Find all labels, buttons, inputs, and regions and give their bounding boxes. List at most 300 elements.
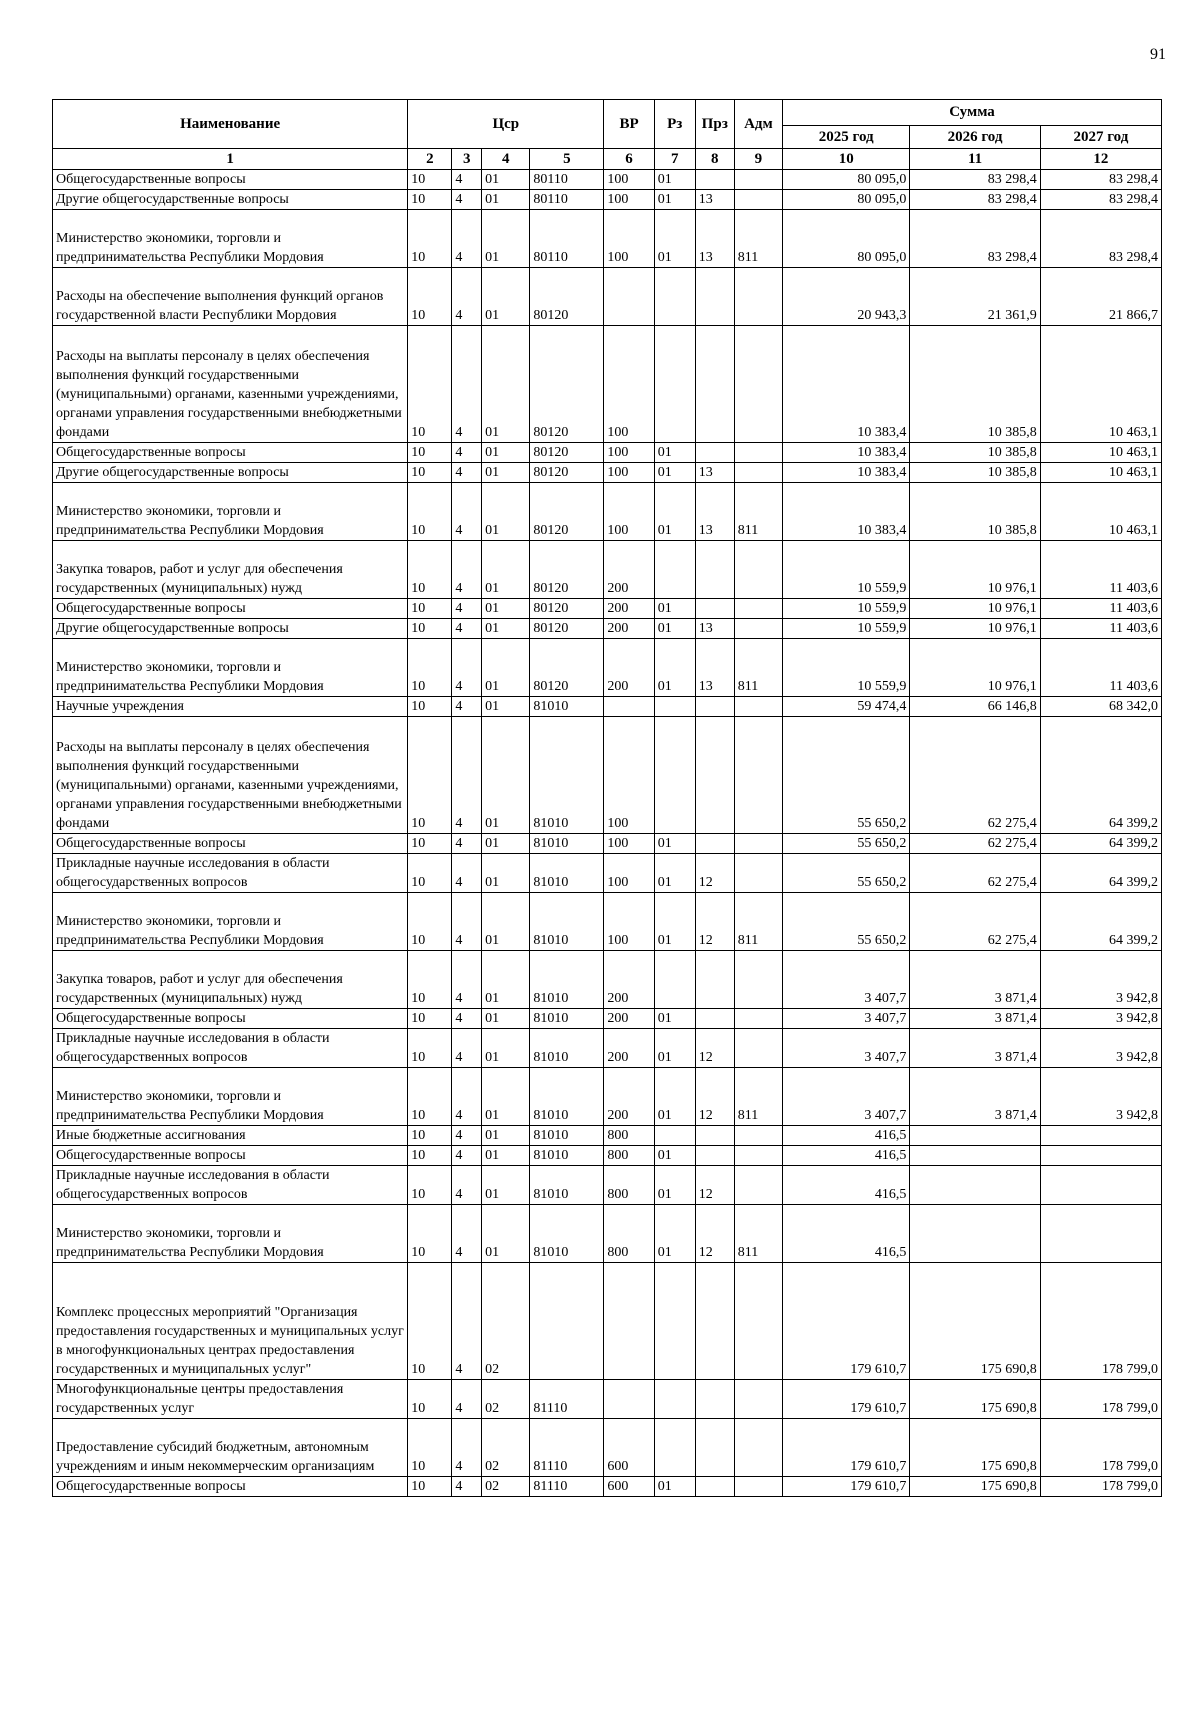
csr-part-3: 01 [482, 541, 530, 599]
amount-2026: 3 871,4 [910, 1009, 1040, 1029]
vr-code: 100 [604, 893, 654, 951]
amount-2026: 175 690,8 [910, 1263, 1040, 1380]
vr-code: 200 [604, 541, 654, 599]
csr-part-2: 4 [452, 1166, 482, 1205]
amount-2025: 179 610,7 [783, 1477, 910, 1497]
amount-2025: 416,5 [783, 1146, 910, 1166]
prz-code [695, 1009, 734, 1029]
csr-part-4: 81010 [530, 717, 604, 834]
amount-2026: 10 976,1 [910, 639, 1040, 697]
col-number: 3 [452, 149, 482, 170]
adm-code [734, 190, 782, 210]
table-row [53, 1126, 1162, 1146]
rz-code [654, 1419, 695, 1477]
prz-code [695, 697, 734, 717]
rz-code: 01 [654, 190, 695, 210]
csr-part-2: 4 [452, 697, 482, 717]
header-year-2027: 2027 год [1040, 126, 1161, 149]
row-name: Министерство экономики, торговли и предпринимательства Республики Мордовия [53, 483, 408, 541]
csr-part-4: 80120 [530, 326, 604, 443]
prz-code: 12 [695, 854, 734, 893]
amount-2026 [910, 1166, 1040, 1205]
amount-2027: 10 463,1 [1040, 326, 1161, 443]
row-name: Общегосударственные вопросы [53, 1477, 408, 1497]
prz-code [695, 834, 734, 854]
csr-part-1: 10 [408, 170, 452, 190]
amount-2026: 21 361,9 [910, 268, 1040, 326]
row-name: Общегосударственные вопросы [53, 443, 408, 463]
table-row [53, 1166, 1162, 1205]
rz-code [654, 1263, 695, 1380]
csr-part-4: 80110 [530, 210, 604, 268]
adm-code [734, 326, 782, 443]
amount-2025: 80 095,0 [783, 190, 910, 210]
row-name: Расходы на обеспечение выполнения функций органов государственной власти Республики Мордовия [53, 268, 408, 326]
header-prz: Прз [695, 100, 734, 149]
csr-part-3: 01 [482, 268, 530, 326]
table-row [53, 1029, 1162, 1068]
adm-code [734, 268, 782, 326]
amount-2026: 62 275,4 [910, 717, 1040, 834]
row-name: Министерство экономики, торговли и предпринимательства Республики Мордовия [53, 1068, 408, 1126]
csr-part-3: 01 [482, 951, 530, 1009]
amount-2027 [1040, 1126, 1161, 1146]
prz-code [695, 170, 734, 190]
amount-2027: 3 942,8 [1040, 951, 1161, 1009]
vr-code [604, 697, 654, 717]
amount-2026: 3 871,4 [910, 951, 1040, 1009]
amount-2025: 80 095,0 [783, 210, 910, 268]
csr-part-2: 4 [452, 1263, 482, 1380]
csr-part-2: 4 [452, 268, 482, 326]
amount-2025: 10 383,4 [783, 326, 910, 443]
csr-part-4: 80120 [530, 483, 604, 541]
amount-2027: 11 403,6 [1040, 599, 1161, 619]
amount-2025: 20 943,3 [783, 268, 910, 326]
amount-2025: 3 407,7 [783, 1029, 910, 1068]
col-number: 2 [408, 149, 452, 170]
rz-code: 01 [654, 463, 695, 483]
csr-part-2: 4 [452, 483, 482, 541]
row-name: Иные бюджетные ассигнования [53, 1126, 408, 1146]
amount-2025: 3 407,7 [783, 951, 910, 1009]
amount-2025: 55 650,2 [783, 893, 910, 951]
csr-part-3: 01 [482, 1146, 530, 1166]
adm-code [734, 1477, 782, 1497]
table-row [53, 951, 1162, 1009]
rz-code: 01 [654, 1029, 695, 1068]
amount-2027: 10 463,1 [1040, 483, 1161, 541]
csr-part-2: 4 [452, 210, 482, 268]
amount-2025: 10 559,9 [783, 639, 910, 697]
amount-2026: 83 298,4 [910, 170, 1040, 190]
adm-code [734, 1166, 782, 1205]
csr-part-1: 10 [408, 1263, 452, 1380]
csr-part-1: 10 [408, 1477, 452, 1497]
csr-part-4: 81010 [530, 951, 604, 1009]
rz-code: 01 [654, 1009, 695, 1029]
csr-part-4: 80110 [530, 170, 604, 190]
vr-code: 600 [604, 1419, 654, 1477]
prz-code [695, 326, 734, 443]
prz-code: 13 [695, 639, 734, 697]
row-name: Комплекс процессных мероприятий "Организация предоставления государственных и муниципальных услуг в многофункциональных центрах предоставления государственных и муниципальных услуг" [53, 1263, 408, 1380]
row-name: Общегосударственные вопросы [53, 170, 408, 190]
csr-part-4: 80110 [530, 190, 604, 210]
adm-code [734, 1380, 782, 1419]
row-name: Общегосударственные вопросы [53, 1009, 408, 1029]
amount-2026 [910, 1126, 1040, 1146]
csr-part-2: 4 [452, 599, 482, 619]
adm-code [734, 1009, 782, 1029]
page-number: 91 [1150, 46, 1166, 63]
prz-code: 13 [695, 190, 734, 210]
rz-code: 01 [654, 619, 695, 639]
amount-2025: 179 610,7 [783, 1263, 910, 1380]
amount-2025: 55 650,2 [783, 834, 910, 854]
prz-code [695, 1419, 734, 1477]
csr-part-2: 4 [452, 443, 482, 463]
amount-2026 [910, 1146, 1040, 1166]
amount-2025: 55 650,2 [783, 717, 910, 834]
row-name: Другие общегосударственные вопросы [53, 190, 408, 210]
col-number: 7 [654, 149, 695, 170]
rz-code: 01 [654, 854, 695, 893]
amount-2025: 3 407,7 [783, 1068, 910, 1126]
adm-code: 811 [734, 893, 782, 951]
csr-part-1: 10 [408, 639, 452, 697]
amount-2027 [1040, 1146, 1161, 1166]
csr-part-1: 10 [408, 210, 452, 268]
csr-part-1: 10 [408, 190, 452, 210]
csr-part-3: 02 [482, 1419, 530, 1477]
csr-part-2: 4 [452, 1419, 482, 1477]
amount-2027 [1040, 1166, 1161, 1205]
csr-part-3: 01 [482, 190, 530, 210]
csr-part-2: 4 [452, 639, 482, 697]
amount-2027: 83 298,4 [1040, 170, 1161, 190]
rz-code [654, 1380, 695, 1419]
col-number: 4 [482, 149, 530, 170]
adm-code [734, 1126, 782, 1146]
adm-code [734, 619, 782, 639]
col-number: 10 [783, 149, 910, 170]
amount-2026: 10 385,8 [910, 483, 1040, 541]
table-row [53, 599, 1162, 619]
amount-2026: 175 690,8 [910, 1380, 1040, 1419]
vr-code: 200 [604, 599, 654, 619]
vr-code: 100 [604, 463, 654, 483]
table-row [53, 1205, 1162, 1263]
csr-part-2: 4 [452, 1146, 482, 1166]
csr-part-2: 4 [452, 854, 482, 893]
amount-2025: 59 474,4 [783, 697, 910, 717]
csr-part-4: 81010 [530, 1146, 604, 1166]
header-rz: Рз [654, 100, 695, 149]
table-row [53, 483, 1162, 541]
csr-part-3: 01 [482, 639, 530, 697]
csr-part-3: 02 [482, 1380, 530, 1419]
row-name: Министерство экономики, торговли и предпринимательства Республики Мордовия [53, 639, 408, 697]
rz-code [654, 1126, 695, 1146]
amount-2025: 10 383,4 [783, 443, 910, 463]
csr-part-3: 02 [482, 1477, 530, 1497]
csr-part-4: 80120 [530, 268, 604, 326]
csr-part-3: 01 [482, 210, 530, 268]
csr-part-2: 4 [452, 834, 482, 854]
vr-code: 100 [604, 326, 654, 443]
table-row [53, 541, 1162, 599]
csr-part-4: 81110 [530, 1477, 604, 1497]
amount-2025: 3 407,7 [783, 1009, 910, 1029]
amount-2027: 83 298,4 [1040, 210, 1161, 268]
csr-part-3: 01 [482, 1029, 530, 1068]
amount-2026: 62 275,4 [910, 834, 1040, 854]
csr-part-3: 01 [482, 1126, 530, 1146]
col-number: 6 [604, 149, 654, 170]
csr-part-2: 4 [452, 1205, 482, 1263]
csr-part-2: 4 [452, 619, 482, 639]
rz-code [654, 541, 695, 599]
prz-code: 12 [695, 1205, 734, 1263]
prz-code [695, 951, 734, 1009]
amount-2026: 175 690,8 [910, 1419, 1040, 1477]
row-name: Министерство экономики, торговли и предпринимательства Республики Мордовия [53, 210, 408, 268]
csr-part-1: 10 [408, 893, 452, 951]
prz-code: 13 [695, 483, 734, 541]
amount-2026: 10 976,1 [910, 619, 1040, 639]
csr-part-3: 01 [482, 834, 530, 854]
row-name: Прикладные научные исследования в области общегосударственных вопросов [53, 1029, 408, 1068]
csr-part-1: 10 [408, 1205, 452, 1263]
csr-part-2: 4 [452, 1477, 482, 1497]
row-name: Общегосударственные вопросы [53, 1146, 408, 1166]
csr-part-1: 10 [408, 541, 452, 599]
csr-part-3: 01 [482, 483, 530, 541]
prz-code [695, 268, 734, 326]
csr-part-1: 10 [408, 697, 452, 717]
csr-part-2: 4 [452, 1009, 482, 1029]
csr-part-3: 01 [482, 1205, 530, 1263]
amount-2027: 178 799,0 [1040, 1477, 1161, 1497]
prz-code [695, 541, 734, 599]
col-number: 1 [53, 149, 408, 170]
prz-code [695, 1146, 734, 1166]
adm-code [734, 951, 782, 1009]
csr-part-2: 4 [452, 190, 482, 210]
rz-code [654, 717, 695, 834]
csr-part-3: 01 [482, 893, 530, 951]
table-row [53, 619, 1162, 639]
row-name: Расходы на выплаты персоналу в целях обеспечения выполнения функций государственными (муниципальными) органами, казенными учреждениями, органами управления государственными внебюджетными фондами [53, 717, 408, 834]
prz-code [695, 599, 734, 619]
rz-code: 01 [654, 1166, 695, 1205]
row-name: Научные учреждения [53, 697, 408, 717]
vr-code: 100 [604, 170, 654, 190]
adm-code [734, 170, 782, 190]
rz-code: 01 [654, 170, 695, 190]
row-name: Прикладные научные исследования в области общегосударственных вопросов [53, 1166, 408, 1205]
amount-2027: 10 463,1 [1040, 463, 1161, 483]
header-sum: Сумма [783, 100, 1162, 126]
vr-code: 200 [604, 1009, 654, 1029]
col-number: 8 [695, 149, 734, 170]
amount-2027: 11 403,6 [1040, 639, 1161, 697]
amount-2026: 83 298,4 [910, 190, 1040, 210]
vr-code: 800 [604, 1205, 654, 1263]
table-row [53, 893, 1162, 951]
csr-part-2: 4 [452, 1068, 482, 1126]
vr-code: 100 [604, 834, 654, 854]
amount-2026: 175 690,8 [910, 1477, 1040, 1497]
csr-part-3: 01 [482, 854, 530, 893]
vr-code: 100 [604, 190, 654, 210]
adm-code [734, 697, 782, 717]
csr-part-2: 4 [452, 326, 482, 443]
row-name: Закупка товаров, работ и услуг для обеспечения государственных (муниципальных) нужд [53, 951, 408, 1009]
csr-part-3: 01 [482, 443, 530, 463]
amount-2025: 179 610,7 [783, 1380, 910, 1419]
rz-code: 01 [654, 1477, 695, 1497]
amount-2025: 416,5 [783, 1205, 910, 1263]
rz-code: 01 [654, 210, 695, 268]
csr-part-1: 10 [408, 1380, 452, 1419]
csr-part-4: 80120 [530, 463, 604, 483]
amount-2027: 11 403,6 [1040, 541, 1161, 599]
csr-part-4: 81010 [530, 697, 604, 717]
csr-part-3: 01 [482, 326, 530, 443]
table-row [53, 1477, 1162, 1497]
row-name: Другие общегосударственные вопросы [53, 463, 408, 483]
vr-code [604, 268, 654, 326]
csr-part-4: 81010 [530, 1029, 604, 1068]
table-row [53, 834, 1162, 854]
adm-code [734, 1146, 782, 1166]
table-row [53, 1419, 1162, 1477]
amount-2026: 3 871,4 [910, 1029, 1040, 1068]
amount-2027: 64 399,2 [1040, 834, 1161, 854]
rz-code: 01 [654, 893, 695, 951]
table-row [53, 268, 1162, 326]
csr-part-2: 4 [452, 1029, 482, 1068]
adm-code: 811 [734, 1205, 782, 1263]
vr-code: 100 [604, 443, 654, 463]
header-vr: ВР [604, 100, 654, 149]
amount-2025: 80 095,0 [783, 170, 910, 190]
amount-2026: 10 385,8 [910, 443, 1040, 463]
amount-2025: 10 559,9 [783, 599, 910, 619]
table-row [53, 1068, 1162, 1126]
amount-2027: 10 463,1 [1040, 443, 1161, 463]
csr-part-3: 01 [482, 717, 530, 834]
amount-2025: 416,5 [783, 1126, 910, 1146]
rz-code: 01 [654, 599, 695, 619]
csr-part-1: 10 [408, 443, 452, 463]
amount-2025: 55 650,2 [783, 854, 910, 893]
csr-part-4: 81010 [530, 834, 604, 854]
rz-code: 01 [654, 1146, 695, 1166]
csr-part-2: 4 [452, 541, 482, 599]
csr-part-3: 01 [482, 619, 530, 639]
table-header [53, 100, 1162, 170]
amount-2027 [1040, 1205, 1161, 1263]
row-name: Министерство экономики, торговли и предпринимательства Республики Мордовия [53, 893, 408, 951]
vr-code: 200 [604, 1029, 654, 1068]
csr-part-3: 01 [482, 170, 530, 190]
csr-part-4: 80120 [530, 599, 604, 619]
csr-part-1: 10 [408, 717, 452, 834]
csr-part-1: 10 [408, 599, 452, 619]
prz-code: 12 [695, 1029, 734, 1068]
csr-part-2: 4 [452, 717, 482, 834]
amount-2026: 10 976,1 [910, 541, 1040, 599]
adm-code: 811 [734, 483, 782, 541]
row-name: Министерство экономики, торговли и предпринимательства Республики Мордовия [53, 1205, 408, 1263]
table-row [53, 697, 1162, 717]
amount-2027: 3 942,8 [1040, 1009, 1161, 1029]
csr-part-2: 4 [452, 951, 482, 1009]
col-number: 9 [734, 149, 782, 170]
adm-code [734, 1029, 782, 1068]
adm-code [734, 541, 782, 599]
amount-2027: 64 399,2 [1040, 717, 1161, 834]
csr-part-4: 81010 [530, 1126, 604, 1146]
prz-code: 12 [695, 1068, 734, 1126]
amount-2027: 64 399,2 [1040, 854, 1161, 893]
amount-2025: 10 383,4 [783, 463, 910, 483]
table-row [53, 463, 1162, 483]
csr-part-1: 10 [408, 326, 452, 443]
csr-part-1: 10 [408, 1146, 452, 1166]
prz-code [695, 1380, 734, 1419]
csr-part-3: 01 [482, 1166, 530, 1205]
amount-2025: 10 383,4 [783, 483, 910, 541]
amount-2026: 83 298,4 [910, 210, 1040, 268]
vr-code: 200 [604, 639, 654, 697]
amount-2026: 10 385,8 [910, 463, 1040, 483]
table-row [53, 1380, 1162, 1419]
prz-code [695, 1263, 734, 1380]
table-row [53, 210, 1162, 268]
csr-part-3: 01 [482, 1009, 530, 1029]
header-year-2025: 2025 год [783, 126, 910, 149]
rz-code [654, 268, 695, 326]
rz-code: 01 [654, 834, 695, 854]
vr-code: 800 [604, 1146, 654, 1166]
adm-code: 811 [734, 1068, 782, 1126]
table-row [53, 1009, 1162, 1029]
row-name: Общегосударственные вопросы [53, 834, 408, 854]
header-adm: Адм [734, 100, 782, 149]
header-csr: Цср [408, 100, 604, 149]
col-number: 12 [1040, 149, 1161, 170]
amount-2026: 62 275,4 [910, 854, 1040, 893]
amount-2025: 179 610,7 [783, 1419, 910, 1477]
csr-part-4: 80120 [530, 443, 604, 463]
adm-code [734, 463, 782, 483]
csr-part-1: 10 [408, 1068, 452, 1126]
adm-code [734, 1419, 782, 1477]
prz-code: 12 [695, 1166, 734, 1205]
vr-code: 200 [604, 1068, 654, 1126]
rz-code: 01 [654, 1068, 695, 1126]
table-row [53, 639, 1162, 697]
vr-code: 100 [604, 210, 654, 268]
amount-2027: 64 399,2 [1040, 893, 1161, 951]
adm-code [734, 1263, 782, 1380]
amount-2027: 11 403,6 [1040, 619, 1161, 639]
vr-code: 800 [604, 1166, 654, 1205]
